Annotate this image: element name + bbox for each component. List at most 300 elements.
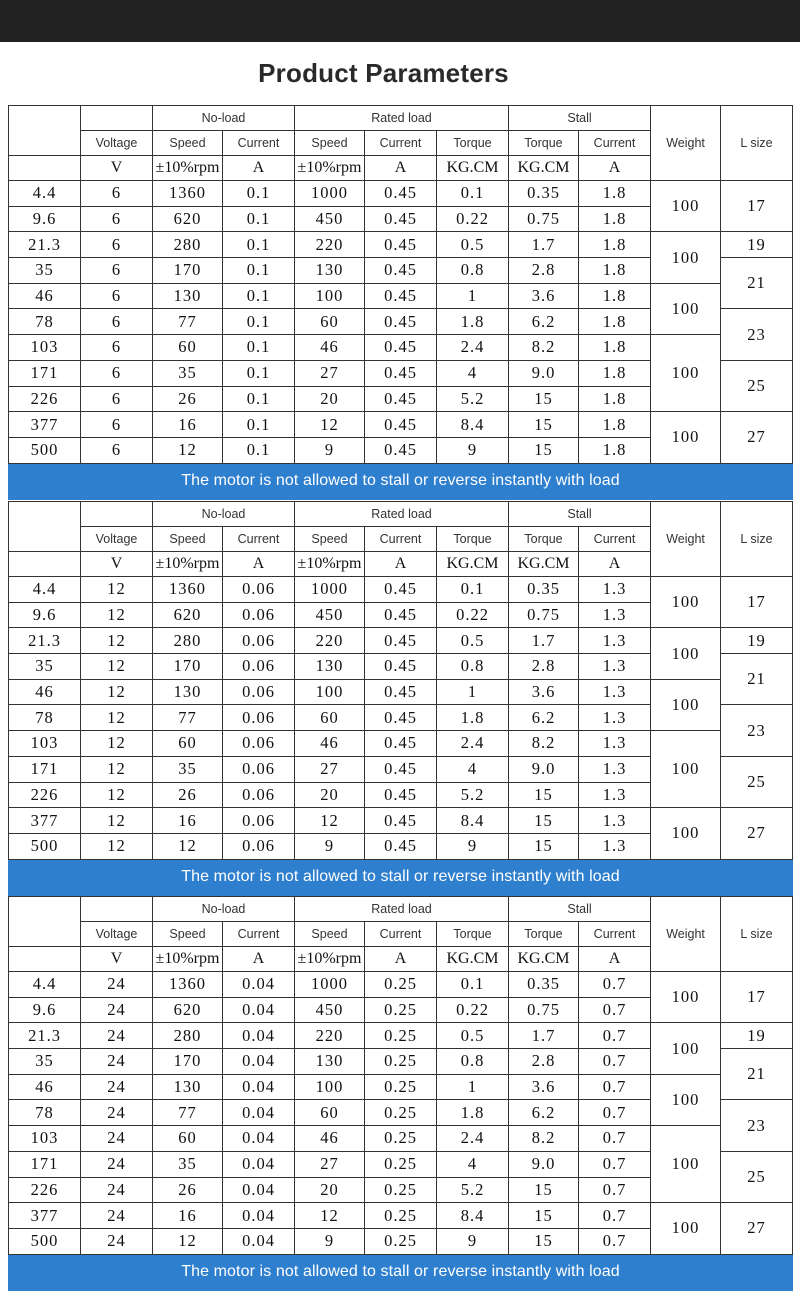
stall-current-cell: 1.3 bbox=[579, 705, 651, 731]
stall-header: Stall bbox=[509, 106, 651, 131]
rated-torque-cell: 8.4 bbox=[437, 808, 509, 834]
voltage-cell: 6 bbox=[81, 283, 153, 309]
weight-cell: 100 bbox=[651, 679, 721, 730]
rated-speed-cell: 130 bbox=[295, 258, 365, 284]
rated-speed-header: Speed bbox=[295, 922, 365, 947]
voltage-cell: 12 bbox=[81, 602, 153, 628]
voltage-header: Voltage bbox=[81, 131, 153, 156]
voltage-cell: 24 bbox=[81, 1126, 153, 1152]
l-size-cell: 23 bbox=[721, 309, 793, 360]
table-row bbox=[9, 283, 793, 309]
no-load-speed-cell: 130 bbox=[153, 283, 223, 309]
l-size-cell: 27 bbox=[721, 1203, 793, 1254]
header-row-groups bbox=[9, 502, 793, 527]
no-load-speed-cell: 280 bbox=[153, 628, 223, 654]
reduction-ratio-cell: 171 bbox=[9, 360, 81, 386]
l-size-cell: 19 bbox=[721, 1023, 793, 1049]
stall-torque-cell: 1.7 bbox=[509, 232, 579, 258]
l-size-cell: 27 bbox=[721, 412, 793, 463]
voltage-header-blank bbox=[81, 897, 153, 922]
no-load-current-cell: 0.04 bbox=[223, 997, 295, 1023]
reduction-ratio-cell: 78 bbox=[9, 705, 81, 731]
stall-torque-cell: 8.2 bbox=[509, 1126, 579, 1152]
stall-current-cell: 1.3 bbox=[579, 679, 651, 705]
rated-speed-cell: 130 bbox=[295, 1049, 365, 1075]
no-load-current-cell: 0.06 bbox=[223, 808, 295, 834]
rated-torque-cell: 9 bbox=[437, 437, 509, 463]
stall-current-cell: 1.3 bbox=[579, 731, 651, 757]
no-load-current-cell: 0.06 bbox=[223, 833, 295, 859]
rated-speed-cell: 450 bbox=[295, 602, 365, 628]
reduction-ratio-cell: 4.4 bbox=[9, 972, 81, 998]
warning-note-bar: The motor is not allowed to stall or reverse instantly with load bbox=[9, 463, 793, 499]
stall-torque-cell: 15 bbox=[509, 833, 579, 859]
stall-torque-cell: 1.7 bbox=[509, 628, 579, 654]
rated-speed-cell: 27 bbox=[295, 360, 365, 386]
no-load-speed-cell: 620 bbox=[153, 602, 223, 628]
l-size-cell: 19 bbox=[721, 628, 793, 654]
no-load-current-cell: 0.06 bbox=[223, 654, 295, 680]
weight-cell: 100 bbox=[651, 972, 721, 1023]
no-load-current-cell: 0.04 bbox=[223, 1151, 295, 1177]
stall-torque-cell: 15 bbox=[509, 437, 579, 463]
weight-cell: 100 bbox=[651, 335, 721, 412]
rated-speed-header: Speed bbox=[295, 131, 365, 156]
voltage-cell: 24 bbox=[81, 1100, 153, 1126]
note-row bbox=[9, 1254, 793, 1290]
parameters-table-12v bbox=[8, 501, 792, 896]
l-size-header: L size bbox=[721, 106, 793, 181]
stall-torque-cell: 15 bbox=[509, 808, 579, 834]
rated-current-cell: 0.45 bbox=[365, 705, 437, 731]
voltage-cell: 6 bbox=[81, 412, 153, 438]
rated-torque-cell: 1.8 bbox=[437, 309, 509, 335]
rated-speed-cell: 20 bbox=[295, 782, 365, 808]
unit-cell: ±10%rpm bbox=[295, 947, 365, 972]
reduction-ratio-cell: 171 bbox=[9, 756, 81, 782]
stall-torque-cell: 0.75 bbox=[509, 206, 579, 232]
reduction-ratio-cell: 21.3 bbox=[9, 628, 81, 654]
voltage-cell: 12 bbox=[81, 654, 153, 680]
reduction-ratio-cell: 171 bbox=[9, 1151, 81, 1177]
rated-torque-cell: 1 bbox=[437, 1074, 509, 1100]
stall-current-cell: 1.3 bbox=[579, 577, 651, 603]
reduction-ratio-cell: 46 bbox=[9, 679, 81, 705]
unit-cell: ±10%rpm bbox=[153, 156, 223, 181]
stall-torque-header: Torque bbox=[509, 527, 579, 552]
rated-current-cell: 0.25 bbox=[365, 1074, 437, 1100]
rated-speed-cell: 20 bbox=[295, 386, 365, 412]
rated-speed-cell: 130 bbox=[295, 654, 365, 680]
stall-torque-cell: 9.0 bbox=[509, 1151, 579, 1177]
rated-speed-cell: 46 bbox=[295, 1126, 365, 1152]
stall-torque-header: Torque bbox=[509, 131, 579, 156]
rated-current-cell: 0.25 bbox=[365, 1126, 437, 1152]
no-load-speed-cell: 170 bbox=[153, 654, 223, 680]
no-load-current-cell: 0.04 bbox=[223, 1228, 295, 1254]
rated-speed-cell: 60 bbox=[295, 1100, 365, 1126]
unit-cell: A bbox=[365, 947, 437, 972]
rated-speed-cell: 27 bbox=[295, 1151, 365, 1177]
reduction-ratio-cell: 46 bbox=[9, 283, 81, 309]
top-bar bbox=[0, 0, 800, 42]
rated-torque-cell: 5.2 bbox=[437, 782, 509, 808]
table-row bbox=[9, 1203, 793, 1229]
no-load-speed-cell: 35 bbox=[153, 1151, 223, 1177]
voltage-cell: 6 bbox=[81, 258, 153, 284]
rated-current-cell: 0.45 bbox=[365, 309, 437, 335]
unit-cell: A bbox=[365, 552, 437, 577]
reduction-ratio-cell: 35 bbox=[9, 258, 81, 284]
unit-cell: KG.CM bbox=[437, 947, 509, 972]
no-load-header: No-load bbox=[153, 502, 295, 527]
reduction-ratio-cell: 78 bbox=[9, 309, 81, 335]
reduction-ratio-cell: 4.4 bbox=[9, 577, 81, 603]
weight-cell: 100 bbox=[651, 731, 721, 808]
rated-torque-cell: 9 bbox=[437, 833, 509, 859]
no-load-current-cell: 0.1 bbox=[223, 258, 295, 284]
rated-torque-header: Torque bbox=[437, 527, 509, 552]
stall-current-cell: 1.8 bbox=[579, 283, 651, 309]
voltage-cell: 24 bbox=[81, 1049, 153, 1075]
stall-torque-cell: 0.75 bbox=[509, 602, 579, 628]
l-size-cell: 25 bbox=[721, 360, 793, 411]
weight-cell: 100 bbox=[651, 283, 721, 334]
voltage-cell: 12 bbox=[81, 833, 153, 859]
rated-torque-header: Torque bbox=[437, 922, 509, 947]
voltage-cell: 24 bbox=[81, 1228, 153, 1254]
no-load-speed-cell: 170 bbox=[153, 258, 223, 284]
rated-torque-cell: 1.8 bbox=[437, 705, 509, 731]
no-load-current-cell: 0.06 bbox=[223, 782, 295, 808]
stall-current-header: Current bbox=[579, 527, 651, 552]
reduction-ratio-cell: 500 bbox=[9, 833, 81, 859]
rated-current-cell: 0.45 bbox=[365, 833, 437, 859]
stall-current-cell: 1.3 bbox=[579, 628, 651, 654]
unit-cell: ±10%rpm bbox=[153, 552, 223, 577]
no-load-current-cell: 0.04 bbox=[223, 1049, 295, 1075]
no-load-header: No-load bbox=[153, 897, 295, 922]
rated-current-cell: 0.45 bbox=[365, 679, 437, 705]
unit-cell: ±10%rpm bbox=[153, 947, 223, 972]
rated-current-cell: 0.25 bbox=[365, 972, 437, 998]
no-load-current-cell: 0.04 bbox=[223, 972, 295, 998]
unit-cell: A bbox=[579, 552, 651, 577]
rated-current-cell: 0.25 bbox=[365, 1203, 437, 1229]
no-load-current-cell: 0.06 bbox=[223, 731, 295, 757]
rated-torque-cell: 2.4 bbox=[437, 1126, 509, 1152]
stall-torque-cell: 15 bbox=[509, 1203, 579, 1229]
table-row bbox=[9, 412, 793, 438]
no-load-speed-cell: 12 bbox=[153, 1228, 223, 1254]
rated-speed-cell: 100 bbox=[295, 679, 365, 705]
stall-current-cell: 1.8 bbox=[579, 386, 651, 412]
no-load-current-cell: 0.1 bbox=[223, 437, 295, 463]
rated-torque-cell: 0.1 bbox=[437, 972, 509, 998]
stall-current-cell: 1.8 bbox=[579, 258, 651, 284]
no-load-speed-cell: 26 bbox=[153, 1177, 223, 1203]
rated-speed-cell: 1000 bbox=[295, 181, 365, 207]
rated-load-header: Rated load bbox=[295, 897, 509, 922]
stall-current-cell: 1.3 bbox=[579, 833, 651, 859]
parameters-table-24v bbox=[8, 896, 792, 1291]
rated-torque-cell: 0.8 bbox=[437, 1049, 509, 1075]
stall-current-cell: 1.8 bbox=[579, 181, 651, 207]
stall-torque-cell: 2.8 bbox=[509, 258, 579, 284]
parameters-table bbox=[8, 105, 793, 500]
reduction-ratio-header bbox=[9, 106, 81, 156]
stall-current-header: Current bbox=[579, 131, 651, 156]
stall-torque-cell: 15 bbox=[509, 386, 579, 412]
rated-current-cell: 0.45 bbox=[365, 412, 437, 438]
unit-cell: A bbox=[223, 156, 295, 181]
weight-cell: 100 bbox=[651, 1126, 721, 1203]
stall-current-cell: 0.7 bbox=[579, 1023, 651, 1049]
stall-current-cell: 1.3 bbox=[579, 654, 651, 680]
reduction-ratio-cell: 377 bbox=[9, 412, 81, 438]
no-load-speed-cell: 77 bbox=[153, 309, 223, 335]
rated-current-cell: 0.45 bbox=[365, 782, 437, 808]
rated-torque-cell: 5.2 bbox=[437, 1177, 509, 1203]
no-load-speed-cell: 1360 bbox=[153, 972, 223, 998]
rated-torque-header: Torque bbox=[437, 131, 509, 156]
no-load-speed-cell: 12 bbox=[153, 437, 223, 463]
no-load-speed-cell: 170 bbox=[153, 1049, 223, 1075]
weight-cell: 100 bbox=[651, 1074, 721, 1125]
rated-torque-cell: 0.1 bbox=[437, 181, 509, 207]
voltage-cell: 12 bbox=[81, 756, 153, 782]
voltage-cell: 24 bbox=[81, 1023, 153, 1049]
stall-current-cell: 0.7 bbox=[579, 1177, 651, 1203]
weight-header: Weight bbox=[651, 106, 721, 181]
reduction-ratio-cell: 46 bbox=[9, 1074, 81, 1100]
rated-speed-cell: 12 bbox=[295, 412, 365, 438]
no-load-speed-cell: 130 bbox=[153, 679, 223, 705]
unit-cell: A bbox=[223, 947, 295, 972]
rated-speed-cell: 27 bbox=[295, 756, 365, 782]
no-load-speed-cell: 16 bbox=[153, 412, 223, 438]
l-size-cell: 17 bbox=[721, 972, 793, 1023]
l-size-cell: 21 bbox=[721, 654, 793, 705]
rated-speed-cell: 1000 bbox=[295, 577, 365, 603]
l-size-header: L size bbox=[721, 502, 793, 577]
table-row bbox=[9, 972, 793, 998]
unit-cell: V bbox=[81, 947, 153, 972]
stall-torque-header: Torque bbox=[509, 922, 579, 947]
no-load-current-cell: 0.06 bbox=[223, 577, 295, 603]
rated-current-cell: 0.45 bbox=[365, 756, 437, 782]
no-load-current-header: Current bbox=[223, 922, 295, 947]
reduction-ratio-cell: 377 bbox=[9, 1203, 81, 1229]
voltage-cell: 24 bbox=[81, 1203, 153, 1229]
stall-torque-cell: 8.2 bbox=[509, 335, 579, 361]
no-load-current-cell: 0.04 bbox=[223, 1126, 295, 1152]
no-load-current-cell: 0.04 bbox=[223, 1100, 295, 1126]
no-load-current-header: Current bbox=[223, 527, 295, 552]
unit-cell: A bbox=[579, 156, 651, 181]
no-load-speed-cell: 620 bbox=[153, 997, 223, 1023]
no-load-speed-cell: 35 bbox=[153, 360, 223, 386]
rated-torque-cell: 0.1 bbox=[437, 577, 509, 603]
voltage-cell: 12 bbox=[81, 679, 153, 705]
no-load-speed-cell: 16 bbox=[153, 808, 223, 834]
stall-current-cell: 0.7 bbox=[579, 1049, 651, 1075]
stall-torque-cell: 9.0 bbox=[509, 360, 579, 386]
rated-current-header: Current bbox=[365, 527, 437, 552]
weight-cell: 100 bbox=[651, 412, 721, 463]
stall-current-cell: 0.7 bbox=[579, 1228, 651, 1254]
voltage-cell: 6 bbox=[81, 232, 153, 258]
unit-cell: KG.CM bbox=[509, 552, 579, 577]
stall-current-cell: 1.8 bbox=[579, 437, 651, 463]
reduction-ratio-cell: 21.3 bbox=[9, 232, 81, 258]
rated-current-cell: 0.45 bbox=[365, 808, 437, 834]
no-load-speed-cell: 280 bbox=[153, 1023, 223, 1049]
unit-cell: V bbox=[81, 552, 153, 577]
no-load-speed-cell: 620 bbox=[153, 206, 223, 232]
stall-torque-cell: 15 bbox=[509, 1228, 579, 1254]
rated-speed-cell: 9 bbox=[295, 833, 365, 859]
rated-torque-cell: 4 bbox=[437, 360, 509, 386]
l-size-cell: 25 bbox=[721, 756, 793, 807]
weight-cell: 100 bbox=[651, 181, 721, 232]
l-size-cell: 23 bbox=[721, 705, 793, 756]
rated-torque-cell: 0.22 bbox=[437, 206, 509, 232]
no-load-speed-cell: 77 bbox=[153, 705, 223, 731]
reduction-ratio-header bbox=[9, 502, 81, 552]
reduction-ratio-cell: 78 bbox=[9, 1100, 81, 1126]
table-row bbox=[9, 181, 793, 207]
rated-torque-cell: 8.4 bbox=[437, 1203, 509, 1229]
table-row bbox=[9, 1023, 793, 1049]
stall-torque-cell: 0.35 bbox=[509, 972, 579, 998]
unit-cell: A bbox=[365, 156, 437, 181]
no-load-speed-header: Speed bbox=[153, 922, 223, 947]
stall-current-cell: 1.8 bbox=[579, 360, 651, 386]
stall-current-cell: 1.3 bbox=[579, 808, 651, 834]
l-size-cell: 25 bbox=[721, 1151, 793, 1202]
stall-torque-cell: 3.6 bbox=[509, 679, 579, 705]
rated-current-cell: 0.45 bbox=[365, 731, 437, 757]
stall-current-cell: 1.3 bbox=[579, 602, 651, 628]
reduction-ratio-cell: 9.6 bbox=[9, 206, 81, 232]
reduction-ratio-cell: 4.4 bbox=[9, 181, 81, 207]
no-load-speed-cell: 35 bbox=[153, 756, 223, 782]
reduction-ratio-cell: 500 bbox=[9, 1228, 81, 1254]
stall-current-cell: 0.7 bbox=[579, 997, 651, 1023]
rated-current-cell: 0.45 bbox=[365, 628, 437, 654]
rated-speed-cell: 60 bbox=[295, 705, 365, 731]
voltage-cell: 24 bbox=[81, 1151, 153, 1177]
rated-speed-cell: 100 bbox=[295, 1074, 365, 1100]
stall-torque-cell: 15 bbox=[509, 782, 579, 808]
no-load-current-cell: 0.1 bbox=[223, 412, 295, 438]
rated-current-cell: 0.25 bbox=[365, 997, 437, 1023]
rated-speed-cell: 1000 bbox=[295, 972, 365, 998]
warning-note-bar: The motor is not allowed to stall or reverse instantly with load bbox=[9, 1254, 793, 1290]
rated-torque-cell: 0.22 bbox=[437, 602, 509, 628]
reduction-ratio-cell: 226 bbox=[9, 782, 81, 808]
page-title: Product Parameters bbox=[258, 58, 509, 88]
voltage-header: Voltage bbox=[81, 527, 153, 552]
reduction-ratio-cell: 226 bbox=[9, 386, 81, 412]
rated-load-header: Rated load bbox=[295, 106, 509, 131]
voltage-header: Voltage bbox=[81, 922, 153, 947]
no-load-speed-header: Speed bbox=[153, 131, 223, 156]
rated-speed-cell: 9 bbox=[295, 1228, 365, 1254]
reduction-ratio-cell: 103 bbox=[9, 731, 81, 757]
no-load-current-cell: 0.1 bbox=[223, 309, 295, 335]
no-load-current-cell: 0.06 bbox=[223, 705, 295, 731]
stall-torque-cell: 3.6 bbox=[509, 1074, 579, 1100]
rated-torque-cell: 0.8 bbox=[437, 258, 509, 284]
unit-cell: KG.CM bbox=[437, 552, 509, 577]
reduction-ratio-cell: 103 bbox=[9, 1126, 81, 1152]
voltage-cell: 12 bbox=[81, 705, 153, 731]
stall-current-cell: 1.8 bbox=[579, 232, 651, 258]
no-load-speed-header: Speed bbox=[153, 527, 223, 552]
parameters-table-6v bbox=[8, 105, 792, 500]
rated-current-cell: 0.25 bbox=[365, 1100, 437, 1126]
reduction-ratio-cell: 35 bbox=[9, 654, 81, 680]
rated-speed-header: Speed bbox=[295, 527, 365, 552]
reduction-ratio-cell: 35 bbox=[9, 1049, 81, 1075]
no-load-current-cell: 0.04 bbox=[223, 1023, 295, 1049]
rated-speed-cell: 20 bbox=[295, 1177, 365, 1203]
voltage-cell: 6 bbox=[81, 309, 153, 335]
stall-current-cell: 0.7 bbox=[579, 1203, 651, 1229]
stall-torque-cell: 8.2 bbox=[509, 731, 579, 757]
stall-current-cell: 1.8 bbox=[579, 412, 651, 438]
rated-speed-cell: 12 bbox=[295, 808, 365, 834]
stall-torque-cell: 1.7 bbox=[509, 1023, 579, 1049]
note-row bbox=[9, 859, 793, 895]
table-row bbox=[9, 808, 793, 834]
unit-cell: V bbox=[81, 156, 153, 181]
stall-torque-cell: 0.35 bbox=[509, 181, 579, 207]
voltage-cell: 24 bbox=[81, 972, 153, 998]
reduction-ratio-cell: 9.6 bbox=[9, 997, 81, 1023]
stall-current-cell: 1.3 bbox=[579, 756, 651, 782]
weight-cell: 100 bbox=[651, 628, 721, 679]
stall-header: Stall bbox=[509, 897, 651, 922]
no-load-header: No-load bbox=[153, 106, 295, 131]
note-row bbox=[9, 463, 793, 499]
rated-speed-cell: 100 bbox=[295, 283, 365, 309]
warning-note-bar: The motor is not allowed to stall or reverse instantly with load bbox=[9, 859, 793, 895]
no-load-current-cell: 0.1 bbox=[223, 386, 295, 412]
l-size-cell: 17 bbox=[721, 577, 793, 628]
stall-torque-cell: 15 bbox=[509, 412, 579, 438]
rated-torque-cell: 1 bbox=[437, 679, 509, 705]
weight-cell: 100 bbox=[651, 808, 721, 859]
rated-current-cell: 0.45 bbox=[365, 181, 437, 207]
voltage-cell: 24 bbox=[81, 997, 153, 1023]
rated-speed-cell: 46 bbox=[295, 335, 365, 361]
unit-cell: ±10%rpm bbox=[295, 156, 365, 181]
reduction-ratio-cell: 377 bbox=[9, 808, 81, 834]
reduction-ratio-cell: 103 bbox=[9, 335, 81, 361]
no-load-speed-cell: 12 bbox=[153, 833, 223, 859]
unit-cell: KG.CM bbox=[437, 156, 509, 181]
l-size-header: L size bbox=[721, 897, 793, 972]
rated-torque-cell: 0.5 bbox=[437, 1023, 509, 1049]
rated-speed-cell: 60 bbox=[295, 309, 365, 335]
stall-torque-cell: 6.2 bbox=[509, 705, 579, 731]
unit-cell: A bbox=[223, 552, 295, 577]
rated-speed-cell: 220 bbox=[295, 232, 365, 258]
rated-current-cell: 0.45 bbox=[365, 437, 437, 463]
